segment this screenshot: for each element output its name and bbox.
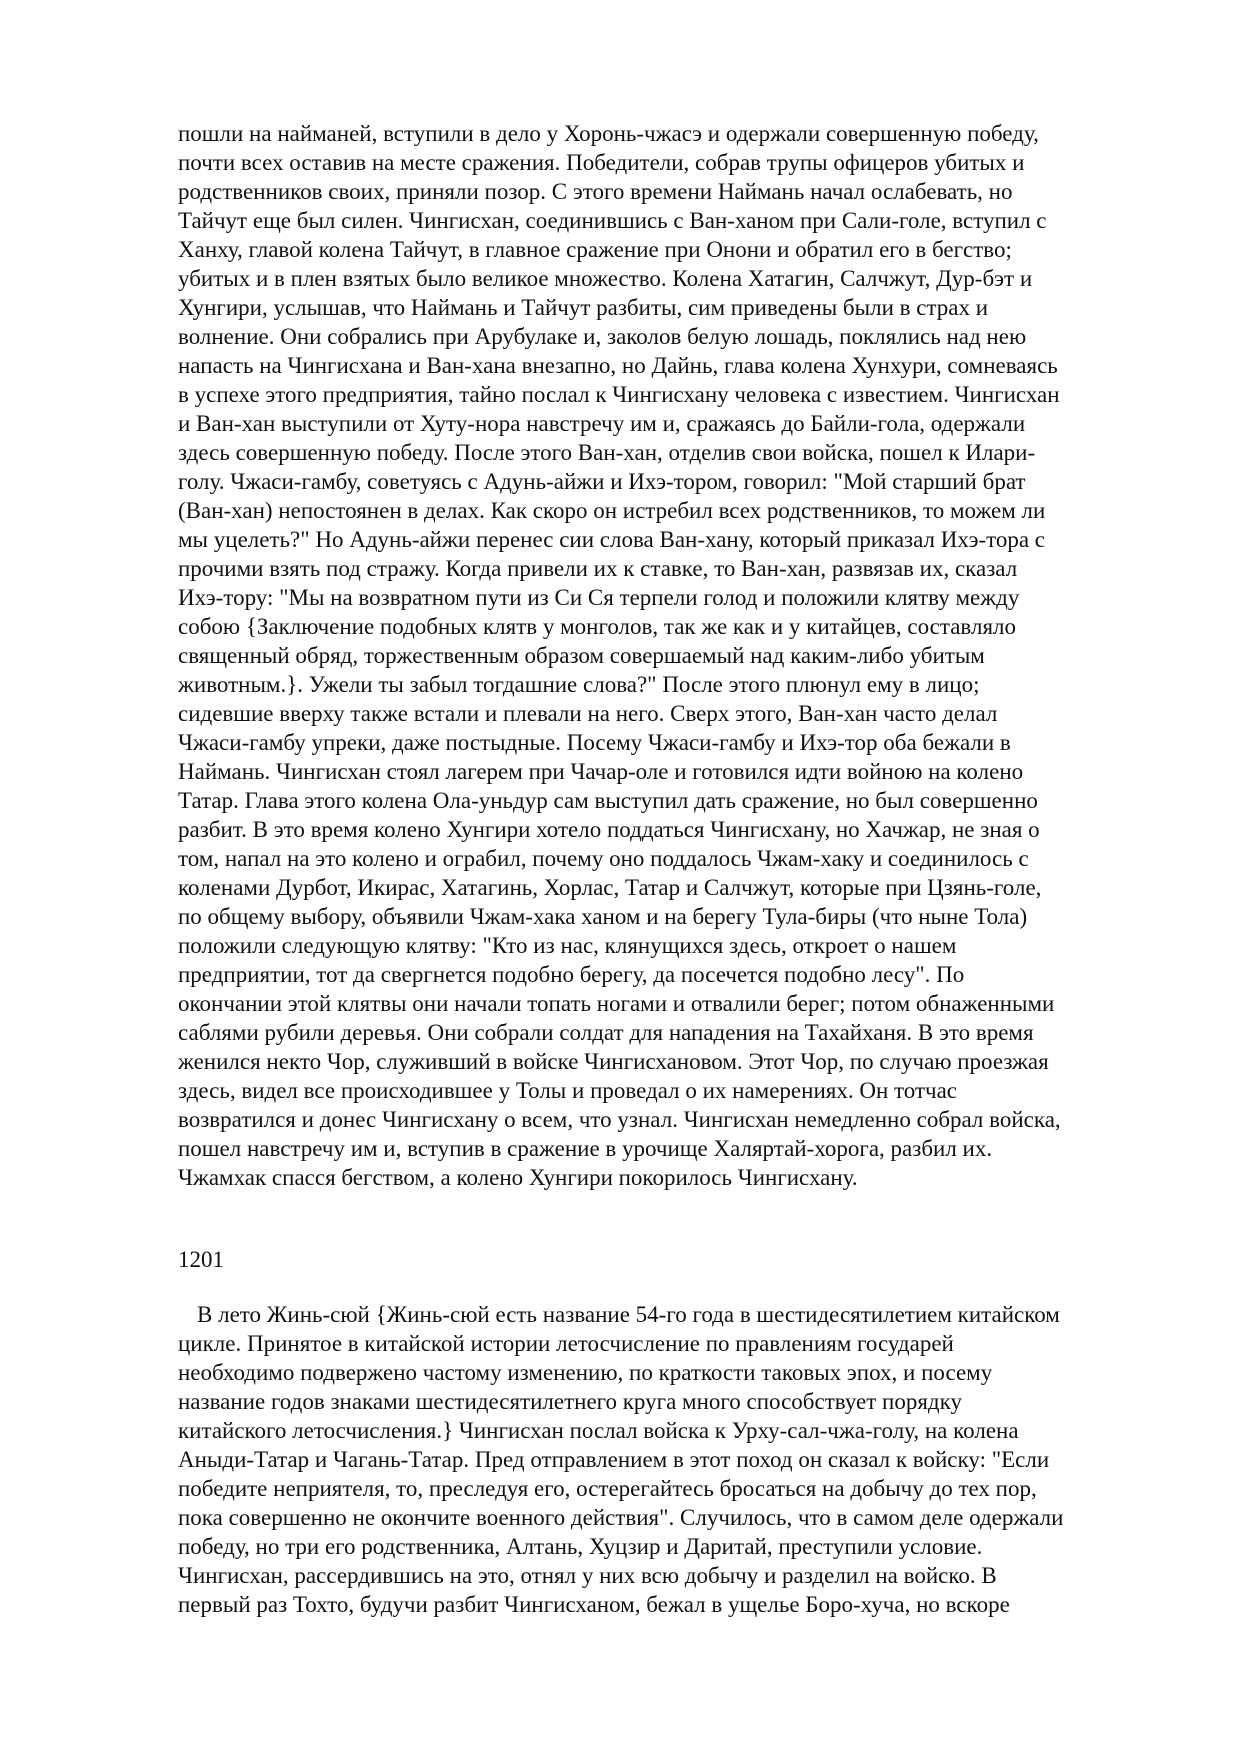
text-line: предприятии, тот да свергнется подобно берегу, да посечется подобно лесу". По [178,962,965,987]
text-line: название годов знаками шестидесятилетнего круга много способствует порядку [178,1389,962,1414]
text-line: по общему выбору, объявили Чжам-хака ханом и на берегу Тула-биры (что ныне Тола) [178,904,1028,929]
text-line: Аныди-Татар и Чагань-Татар. Пред отправлением в этот поход он сказал к войску: "Если [178,1447,1050,1472]
text-line: Наймань. Чингисхан стоял лагерем при Чачар-оле и готовился идти войною на колено [178,759,1024,784]
text-line: мы уцелеть?" Но Адунь-айжи перенес сии слова Ван-хану, который приказал Ихэ-тора с [178,527,1046,552]
text-line: победу, но три его родственника, Алтань, Хуцзир и Даритай, преступили условие. [178,1534,983,1559]
text-line: разбит. В это время колено Хунгири хотело поддаться Чингисхану, но Хачжар, не зная о [178,817,1040,842]
text-line: возвратился и донес Чингисхану о всем, что узнал. Чингисхан немедленно собрал войска, [178,1107,1061,1132]
text-line: прочими взять под стражу. Когда привели их к ставке, то Ван-хан, развязав их, сказал [178,556,1018,581]
text-line: сидевшие вверху также встали и плевали на него. Сверх этого, Ван-хан часто делал [178,701,998,726]
text-line: победите неприятеля, то, преследуя его, остерегайтесь бросаться на добычу до тех пор, [178,1476,1037,1501]
text-line: необходимо подвержено частому изменению, по краткости таковых эпох, и посему [178,1360,993,1385]
text-line: здесь совершенную победу. После этого Ван-хан, отделив свои войска, пошел к Илари- [178,440,1036,465]
text-line: женился некто Чор, служивший в войске Чингисхановом. Этот Чор, по случаю проезжая [178,1049,1049,1074]
text-line: Хунгири, услышав, что Наймань и Тайчут разбиты, сим приведены были в страх и [178,295,989,320]
text-line: Ихэ-тору: "Мы на возвратном пути из Си Ся терпели голод и положили клятву между [178,585,1020,610]
text-line: положили следующую клятву: "Кто из нас, клянущихся здесь, откроет о нашем [178,933,957,958]
year-heading [178,1245,1122,1274]
text-line: Чжаси-гамбу упреки, даже постыдные. Посему Чжаси-гамбу и Ихэ-тор оба бежали в [178,730,1011,755]
text-line: пошел навстречу им и, вступив в сражение в урочище Халяртай-хорога, разбил их. [178,1136,993,1161]
text-line: цикле. Принятое в китайской истории летосчисление по правлениям государей [178,1331,954,1356]
text-line: животным.}. Ужели ты забыл тогдашние слова?" После этого плюнул ему в лицо; [178,672,980,697]
text-line: пока совершенно не окончите военного действия". Случилось, что в самом деле одержали [178,1505,1064,1530]
text-line: Чингисхан, рассердившись на это, отнял у них всю добычу и разделил на войско. В [178,1563,997,1588]
text-line: первый раз Тохто, будучи разбит Чингисханом, бежал в ущелье Боро-хуча, но вскоре [178,1592,1010,1617]
text-line: убитых и в плен взятых было великое множество. Колена Хатагин, Салчжут, Дур-бэт и [178,266,1033,291]
text-line: (Ван-хан) непостоянен в делах. Как скоро он истребил всех родственников, то можем ли [178,498,1046,523]
text-line: священный обряд, торжественным образом совершаемый над каким-либо убитым [178,643,985,668]
text-line: Ханху, главой колена Тайчут, в главное сражение при Онони и обратил его в бегство; [178,237,1012,262]
text-line: Тайчут еще был силен. Чингисхан, соединившись с Ван-ханом при Сали-голе, вступил с [178,208,1047,233]
text-line: напасть на Чингисхана и Ван-хана внезапно, но Дайнь, глава колена Хунхури, сомневаясь [178,353,1058,378]
text-line: пошли на найманей, вступили в дело у Хоронь-чжасэ и одержали совершенную победу, [178,121,1039,146]
text-line: почти всех оставив на месте сражения. Победители, собрав трупы офицеров убитых и [178,150,1025,175]
text-line: родственников своих, приняли позор. С этого времени Наймань начал ослабевать, но [178,179,1013,204]
paragraph-1 [178,119,1122,1192]
text-line: том, напал на это колено и ограбил, почему оно поддалось Чжам-хаку и соединилось с [178,846,1029,871]
text-line: и Ван-хан выступили от Хуту-нора навстречу им и, сражаясь до Байли-гола, одержали [178,411,1026,436]
text-line: китайского летосчисления.} Чингисхан послал войска к Урху-сал-чжа-голу, на колена [178,1418,1019,1443]
text-line: окончании этой клятвы они начали топать ногами и отвалили берег; потом обнаженными [178,991,1055,1016]
year-heading-text: 1201 [178,1247,224,1272]
text-line: В лето Жинь-сюй {Жинь-сюй есть название 54-го года в шестидесятилетием китайском [197,1302,1060,1327]
text-line: коленами Дурбот, Икирас, Хатагинь, Хорлас, Татар и Салчжут, которые при Цзянь-голе, [178,875,1042,900]
text-line: голу. Чжаси-гамбу, советуясь с Адунь-айжи и Ихэ-тором, говорил: "Мой старший брат [178,469,1026,494]
text-line: Татар. Глава этого колена Ола-уньдур сам выступил дать сражение, но был совершенно [178,788,1038,813]
text-line: волнение. Они собрались при Арубулаке и, заколов белую лошадь, поклялись над нею [178,324,1027,349]
text-line: здесь, видел все происходившее у Толы и проведал о их намерениях. Он тотчас [178,1078,957,1103]
text-line: Чжамхак спасся бегством, а колено Хунгири покорилось Чингисхану. [178,1165,858,1190]
text-line: собою {Заключение подобных клятв у монголов, так же как и у китайцев, составляло [178,614,1016,639]
text-line: саблями рубили деревья. Они собрали солдат для нападения на Тахайханя. В это время [178,1020,1034,1045]
paragraph-2 [178,1300,1122,1619]
text-line: в успехе этого предприятия, тайно послал к Чингисхану человека с известием. Чингисхан [178,382,1060,407]
